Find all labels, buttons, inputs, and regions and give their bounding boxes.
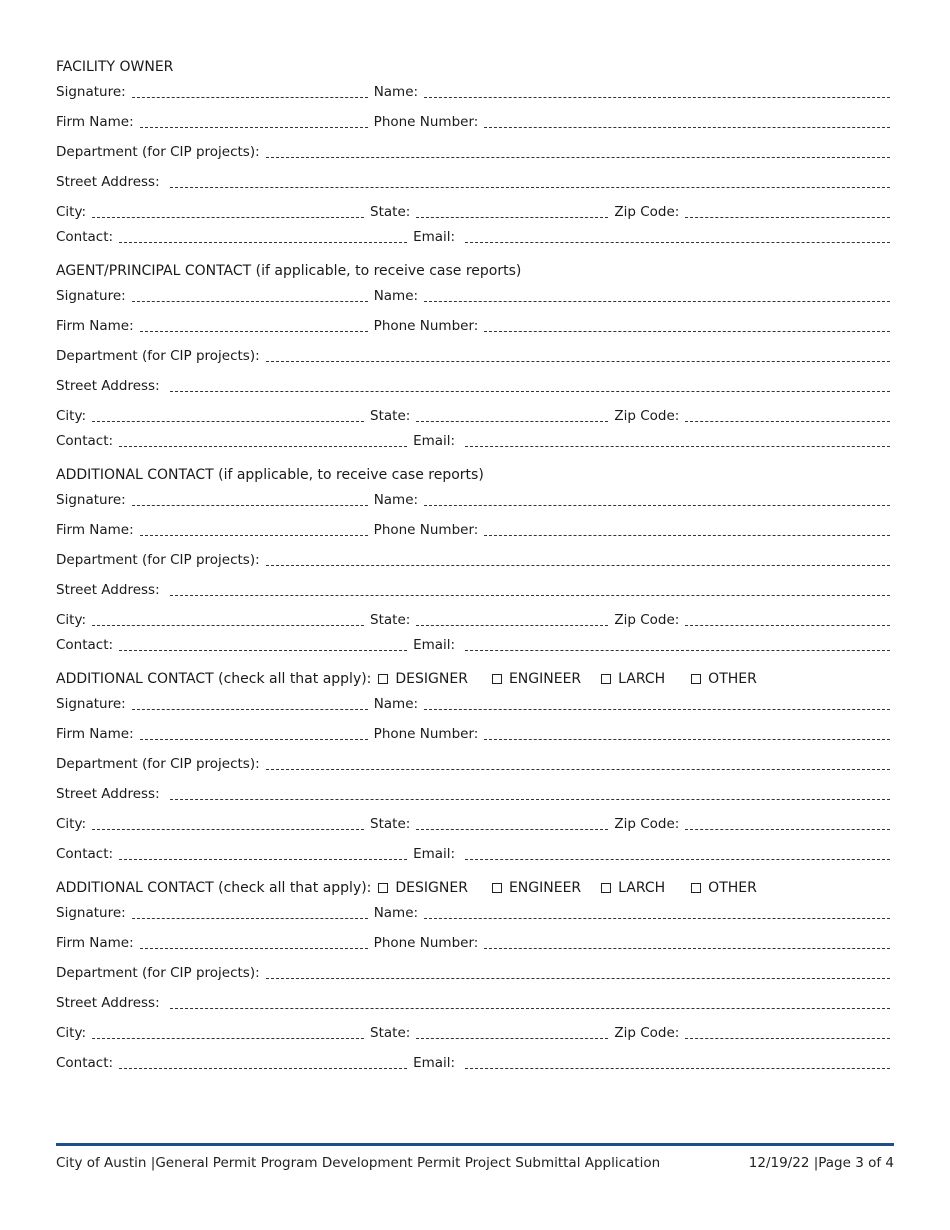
contact-field[interactable]	[119, 1054, 407, 1069]
signature-row	[56, 77, 890, 102]
street-label: Street Address:	[56, 995, 160, 1011]
department-field[interactable]	[266, 964, 890, 979]
checkbox-icon	[378, 883, 388, 893]
larch-checkbox[interactable]	[601, 878, 665, 898]
state-label: State:	[370, 1025, 411, 1041]
phone-field[interactable]	[484, 521, 890, 536]
name-field[interactable]	[424, 83, 890, 98]
checkbox-icon	[492, 883, 502, 893]
section-title-row	[56, 878, 890, 898]
contact-field[interactable]	[119, 845, 407, 860]
section-title: AGENT/PRINCIPAL CONTACT (if applicable, to receive case reports)	[56, 263, 522, 279]
street-row	[56, 162, 890, 192]
larch-checkbox[interactable]	[601, 669, 665, 689]
state-label: State:	[370, 612, 411, 628]
name-label: Name:	[373, 492, 419, 508]
contact-row	[56, 834, 890, 864]
city-row	[56, 804, 890, 834]
contact-label: Contact:	[56, 229, 114, 245]
checkbox-label: OTHER	[708, 880, 757, 896]
contact-row	[56, 426, 890, 451]
checkbox-icon	[691, 883, 701, 893]
city-field[interactable]	[92, 1024, 364, 1039]
department-row	[56, 540, 890, 570]
checkbox-label: ENGINEER	[508, 880, 582, 896]
department-field[interactable]	[266, 551, 890, 566]
section-title-row	[56, 669, 890, 689]
street-field[interactable]	[170, 377, 890, 392]
checkbox-label: DESIGNER	[395, 880, 468, 896]
email-label: Email:	[413, 1055, 456, 1071]
checkbox-label: OTHER	[708, 671, 757, 687]
department-label: Department (for CIP projects):	[56, 756, 260, 772]
zip-field[interactable]	[685, 1024, 890, 1039]
contact-label: Contact:	[56, 1055, 114, 1071]
contact-label: Contact:	[56, 433, 114, 449]
footer-page-info: 12/19/22 |Page 3 of 4	[748, 1155, 894, 1171]
department-label: Department (for CIP projects):	[56, 348, 260, 364]
name-field[interactable]	[424, 491, 890, 506]
section-agent-principal-contact	[56, 261, 890, 451]
checkbox-icon	[601, 883, 611, 893]
phone-field[interactable]	[484, 725, 890, 740]
state-label: State:	[370, 204, 411, 220]
signature-row	[56, 689, 890, 714]
firm-row	[56, 714, 890, 744]
phone-label: Phone Number:	[373, 935, 479, 951]
department-field[interactable]	[266, 755, 890, 770]
section-additional-contact-1	[56, 465, 890, 655]
city-field[interactable]	[92, 407, 364, 422]
street-row	[56, 774, 890, 804]
department-label: Department (for CIP projects):	[56, 552, 260, 568]
contact-row	[56, 222, 890, 247]
signature-label: Signature:	[56, 288, 126, 304]
firm-name-label: Firm Name:	[56, 522, 134, 538]
city-label: City:	[56, 816, 87, 832]
phone-field[interactable]	[484, 317, 890, 332]
zip-field[interactable]	[685, 611, 890, 626]
other-checkbox[interactable]	[691, 669, 757, 689]
designer-checkbox[interactable]	[378, 669, 468, 689]
designer-checkbox[interactable]	[378, 878, 468, 898]
name-label: Name:	[373, 84, 419, 100]
department-row	[56, 744, 890, 774]
state-field[interactable]	[416, 815, 608, 830]
email-field[interactable]	[465, 228, 890, 243]
checkbox-icon	[378, 674, 388, 684]
signature-label: Signature:	[56, 696, 126, 712]
section-additional-contact-2	[56, 669, 890, 864]
signature-field[interactable]	[132, 287, 368, 302]
firm-name-label: Firm Name:	[56, 726, 134, 742]
email-field[interactable]	[465, 636, 890, 651]
state-field[interactable]	[416, 611, 608, 626]
footer-document-title: City of Austin |General Permit Program Development Permit Project Submittal Application	[56, 1155, 661, 1171]
firm-name-label: Firm Name:	[56, 114, 134, 130]
zip-field[interactable]	[685, 407, 890, 422]
email-field[interactable]	[465, 432, 890, 447]
name-label: Name:	[373, 905, 419, 921]
state-label: State:	[370, 408, 411, 424]
department-label: Department (for CIP projects):	[56, 144, 260, 160]
city-row	[56, 600, 890, 630]
form-page	[56, 57, 890, 1087]
street-label: Street Address:	[56, 378, 160, 394]
street-field[interactable]	[170, 581, 890, 596]
city-label: City:	[56, 1025, 87, 1041]
checkbox-label: LARCH	[618, 671, 666, 687]
contact-field[interactable]	[119, 432, 407, 447]
email-field[interactable]	[465, 845, 890, 860]
name-field[interactable]	[424, 904, 890, 919]
engineer-checkbox[interactable]	[492, 878, 581, 898]
email-label: Email:	[413, 846, 456, 862]
department-row	[56, 132, 890, 162]
firm-row	[56, 923, 890, 953]
city-field[interactable]	[92, 203, 364, 218]
city-field[interactable]	[92, 815, 364, 830]
checkbox-icon	[492, 674, 502, 684]
firm-row	[56, 306, 890, 336]
zip-label: Zip Code:	[614, 204, 680, 220]
signature-row	[56, 485, 890, 510]
zip-field[interactable]	[685, 815, 890, 830]
department-label: Department (for CIP projects):	[56, 965, 260, 981]
checkbox-icon	[601, 674, 611, 684]
department-row	[56, 336, 890, 366]
phone-label: Phone Number:	[373, 114, 479, 130]
signature-row	[56, 898, 890, 923]
email-field[interactable]	[465, 1054, 890, 1069]
zip-label: Zip Code:	[614, 816, 680, 832]
page-footer	[56, 1155, 894, 1171]
state-field[interactable]	[416, 407, 608, 422]
signature-field[interactable]	[132, 83, 368, 98]
section-title: ADDITIONAL CONTACT (check all that apply):	[56, 671, 372, 687]
firm-name-field[interactable]	[140, 317, 368, 332]
contact-field[interactable]	[119, 636, 407, 651]
contact-field[interactable]	[119, 228, 407, 243]
city-row	[56, 1013, 890, 1043]
state-label: State:	[370, 816, 411, 832]
name-label: Name:	[373, 288, 419, 304]
checkbox-label: ENGINEER	[508, 671, 582, 687]
phone-label: Phone Number:	[373, 522, 479, 538]
city-row	[56, 192, 890, 222]
email-label: Email:	[413, 637, 456, 653]
email-label: Email:	[413, 433, 456, 449]
firm-name-label: Firm Name:	[56, 935, 134, 951]
state-field[interactable]	[416, 203, 608, 218]
city-label: City:	[56, 408, 87, 424]
firm-name-field[interactable]	[140, 521, 368, 536]
phone-label: Phone Number:	[373, 318, 479, 334]
signature-label: Signature:	[56, 84, 126, 100]
signature-label: Signature:	[56, 492, 126, 508]
section-title: ADDITIONAL CONTACT (check all that apply):	[56, 880, 372, 896]
street-field[interactable]	[170, 785, 890, 800]
engineer-checkbox[interactable]	[492, 669, 581, 689]
street-row	[56, 570, 890, 600]
street-field[interactable]	[170, 994, 890, 1009]
contact-label: Contact:	[56, 846, 114, 862]
signature-label: Signature:	[56, 905, 126, 921]
firm-name-field[interactable]	[140, 113, 368, 128]
zip-label: Zip Code:	[614, 1025, 680, 1041]
phone-label: Phone Number:	[373, 726, 479, 742]
other-checkbox[interactable]	[691, 878, 757, 898]
name-field[interactable]	[424, 695, 890, 710]
section-additional-contact-3	[56, 878, 890, 1073]
checkbox-label: DESIGNER	[395, 671, 468, 687]
phone-field[interactable]	[484, 113, 890, 128]
signature-field[interactable]	[132, 491, 368, 506]
department-row	[56, 953, 890, 983]
checkbox-icon	[691, 674, 701, 684]
signature-field[interactable]	[132, 904, 368, 919]
street-label: Street Address:	[56, 786, 160, 802]
department-field[interactable]	[266, 347, 890, 362]
name-field[interactable]	[424, 287, 890, 302]
firm-name-label: Firm Name:	[56, 318, 134, 334]
street-field[interactable]	[170, 173, 890, 188]
section-facility-owner	[56, 57, 890, 247]
state-field[interactable]	[416, 1024, 608, 1039]
signature-field[interactable]	[132, 695, 368, 710]
city-label: City:	[56, 204, 87, 220]
email-label: Email:	[413, 229, 456, 245]
name-label: Name:	[373, 696, 419, 712]
checkbox-label: LARCH	[618, 880, 666, 896]
firm-name-field[interactable]	[140, 725, 368, 740]
city-label: City:	[56, 612, 87, 628]
contact-label: Contact:	[56, 637, 114, 653]
street-label: Street Address:	[56, 174, 160, 190]
zip-field[interactable]	[685, 203, 890, 218]
phone-field[interactable]	[484, 934, 890, 949]
zip-label: Zip Code:	[614, 408, 680, 424]
section-title: FACILITY OWNER	[56, 59, 174, 75]
street-row	[56, 366, 890, 396]
zip-label: Zip Code:	[614, 612, 680, 628]
city-field[interactable]	[92, 611, 364, 626]
firm-row	[56, 510, 890, 540]
city-row	[56, 396, 890, 426]
street-label: Street Address:	[56, 582, 160, 598]
street-row	[56, 983, 890, 1013]
contact-row	[56, 1043, 890, 1073]
contact-row	[56, 630, 890, 655]
section-title: ADDITIONAL CONTACT (if applicable, to receive case reports)	[56, 467, 484, 483]
firm-name-field[interactable]	[140, 934, 368, 949]
signature-row	[56, 281, 890, 306]
footer-divider	[56, 1143, 894, 1146]
department-field[interactable]	[266, 143, 890, 158]
firm-row	[56, 102, 890, 132]
